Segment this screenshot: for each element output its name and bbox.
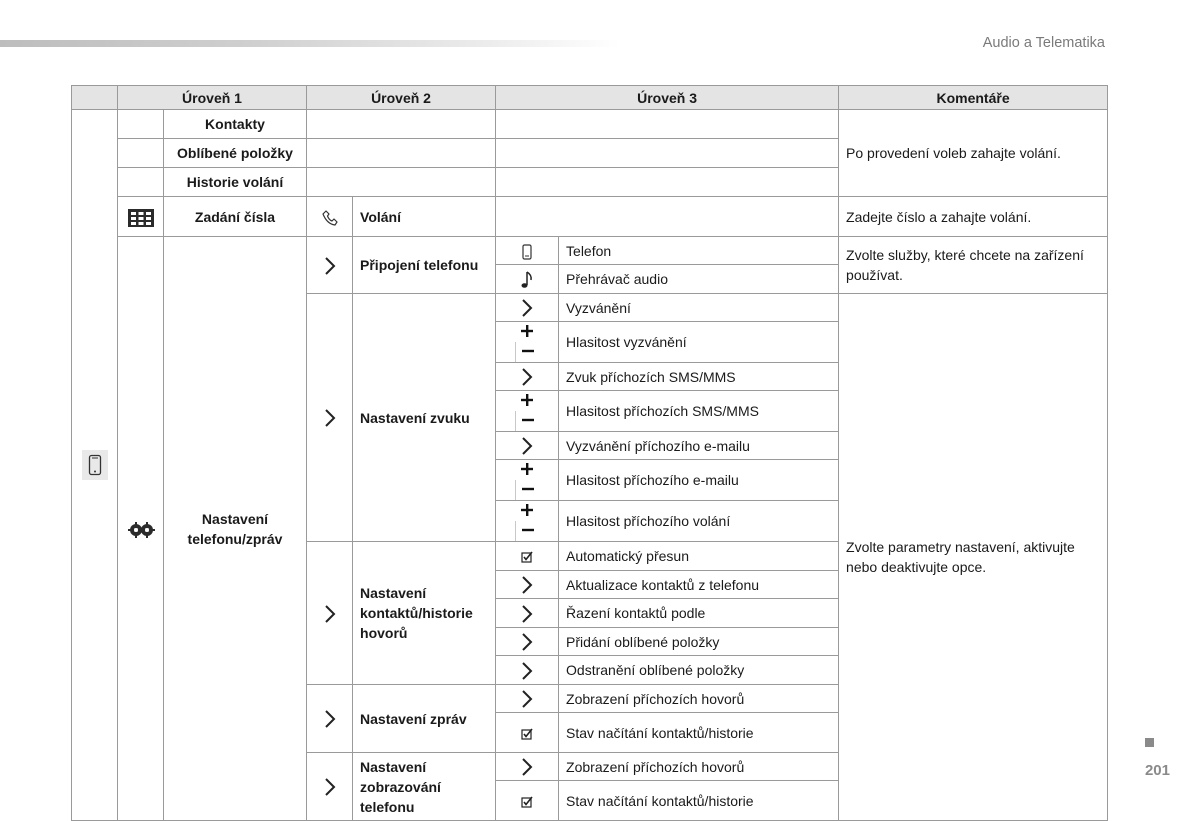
- chevron-right-icon: [521, 367, 533, 387]
- chevron-right-icon: [324, 709, 336, 729]
- empty-cell: [496, 197, 839, 237]
- checkbox-icon[interactable]: [521, 551, 533, 563]
- empty-cell: [307, 110, 496, 139]
- header-level-1: Úroveň 1: [118, 86, 307, 110]
- minus-icon[interactable]: [515, 411, 540, 431]
- chevron-cell[interactable]: [496, 628, 559, 656]
- checkbox-icon[interactable]: [521, 728, 533, 740]
- chevron-cell[interactable]: [307, 753, 353, 821]
- chevron-right-icon: [521, 604, 533, 624]
- plus-icon[interactable]: [515, 460, 539, 480]
- menu-item-pripojeni[interactable]: Připojení telefonu: [353, 237, 496, 294]
- gears-icon-cell: [118, 237, 164, 821]
- chevron-right-icon: [324, 408, 336, 428]
- handset-icon: [321, 209, 339, 227]
- mobile-icon-cell: [496, 237, 559, 265]
- menu-item-nastaveni-zobrazovani[interactable]: Nastavení zobrazování telefonu: [353, 753, 496, 821]
- menu-item-stav-nacitani-2[interactable]: Stav načítání kontaktů/historie: [559, 781, 839, 821]
- keypad-icon-cell: [118, 197, 164, 237]
- chevron-right-icon: [521, 632, 533, 652]
- menu-item-nastaveni-zvuku[interactable]: Nastavení zvuku: [353, 294, 496, 542]
- plus-minus-cell[interactable]: [496, 391, 559, 432]
- empty-cell: [307, 168, 496, 197]
- menu-item-zvuk-sms[interactable]: Zvuk příchozích SMS/MMS: [559, 363, 839, 391]
- menu-item-pridani[interactable]: Přidání oblíbené položky: [559, 628, 839, 656]
- plus-icon[interactable]: [515, 501, 539, 521]
- comment-2: Zadejte číslo a zahajte volání.: [839, 197, 1108, 237]
- menu-item-vyzvaneni-email[interactable]: Vyzvánění příchozího e-mailu: [559, 432, 839, 460]
- menu-item-razeni[interactable]: Řazení kontaktů podle: [559, 599, 839, 628]
- header-level-2: Úroveň 2: [307, 86, 496, 110]
- header-comments: Komentáře: [839, 86, 1108, 110]
- menu-item-hlasitost-vyzvaneni[interactable]: Hlasitost vyzvánění: [559, 322, 839, 363]
- empty-icon-cell: [118, 110, 164, 139]
- plus-minus-cell[interactable]: [496, 322, 559, 363]
- menu-item-volani[interactable]: Volání: [353, 197, 496, 237]
- keypad-icon: [128, 209, 154, 227]
- menu-item-stav-nacitani[interactable]: Stav načítání kontaktů/historie: [559, 713, 839, 753]
- minus-icon[interactable]: [515, 521, 540, 541]
- header-decor-bar: [0, 40, 620, 47]
- chevron-cell[interactable]: [496, 599, 559, 628]
- chevron-cell[interactable]: [307, 685, 353, 753]
- menu-item-zobrazeni-hovoru[interactable]: Zobrazení příchozích hovorů: [559, 685, 839, 713]
- menu-item-vyzvaneni[interactable]: Vyzvánění: [559, 294, 839, 322]
- mobile-phone-icon: [522, 244, 532, 260]
- menu-item-hlasitost-volani[interactable]: Hlasitost příchozího volání: [559, 501, 839, 542]
- chevron-cell[interactable]: [307, 542, 353, 685]
- minus-icon[interactable]: [515, 342, 540, 362]
- menu-item-historie[interactable]: Historie volání: [164, 168, 307, 197]
- empty-cell: [496, 139, 839, 168]
- comment-3: Zvolte služby, které chcete na zařízení používat.: [839, 237, 1108, 294]
- checkbox-icon[interactable]: [521, 796, 533, 808]
- chevron-cell[interactable]: [496, 656, 559, 685]
- page-number: 201: [1144, 762, 1170, 779]
- plus-minus-cell[interactable]: [496, 460, 559, 501]
- empty-cell: [307, 139, 496, 168]
- menu-item-nastaveni-zprav[interactable]: Nastavení zpráv: [353, 685, 496, 753]
- chevron-cell[interactable]: [496, 753, 559, 781]
- plus-icon[interactable]: [515, 322, 539, 342]
- empty-icon-cell: [118, 168, 164, 197]
- comment-1: Po provedení voleb zahajte volání.: [839, 110, 1108, 197]
- chevron-right-icon: [324, 777, 336, 797]
- menu-item-telefon[interactable]: Telefon: [559, 237, 839, 265]
- menu-item-oblibene[interactable]: Oblíbené položky: [164, 139, 307, 168]
- gears-icon: [127, 521, 155, 539]
- chevron-cell[interactable]: [496, 571, 559, 599]
- comment-4: Zvolte parametry nastavení, aktivujte nebo deaktivujte opce.: [839, 294, 1108, 821]
- chevron-cell[interactable]: [496, 294, 559, 322]
- plus-icon[interactable]: [515, 391, 539, 411]
- chevron-right-icon: [521, 298, 533, 318]
- phone-menu-cell: [72, 110, 118, 821]
- plus-minus-cell[interactable]: [496, 501, 559, 542]
- chevron-cell[interactable]: [307, 294, 353, 542]
- chevron-right-icon: [521, 661, 533, 681]
- menu-item-hlasitost-email[interactable]: Hlasitost příchozího e-mailu: [559, 460, 839, 501]
- chevron-cell[interactable]: [496, 432, 559, 460]
- checkbox-cell[interactable]: [496, 542, 559, 571]
- chevron-right-icon: [521, 757, 533, 777]
- header-blank: [72, 86, 118, 110]
- empty-cell: [496, 168, 839, 197]
- chevron-right-icon: [521, 575, 533, 595]
- chevron-right-icon: [324, 604, 336, 624]
- chevron-right-icon: [324, 256, 336, 276]
- checkbox-cell[interactable]: [496, 781, 559, 821]
- menu-item-automaticky-presun[interactable]: Automatický přesun: [559, 542, 839, 571]
- chevron-cell[interactable]: [307, 237, 353, 294]
- handset-icon-cell: [307, 197, 353, 237]
- minus-icon[interactable]: [515, 480, 540, 500]
- chevron-right-icon: [521, 689, 533, 709]
- menu-item-hlasitost-sms[interactable]: Hlasitost příchozích SMS/MMS: [559, 391, 839, 432]
- note-icon-cell: [496, 265, 559, 294]
- menu-item-kontakty[interactable]: Kontakty: [164, 110, 307, 139]
- menu-item-odstraneni[interactable]: Odstranění oblíbené položky: [559, 656, 839, 685]
- chevron-cell[interactable]: [496, 363, 559, 391]
- menu-item-zobrazeni-hovoru-2[interactable]: Zobrazení příchozích hovorů: [559, 753, 839, 781]
- section-title: Audio a Telematika: [982, 35, 1105, 51]
- phone-icon: [82, 450, 108, 480]
- page-marker: [1145, 738, 1154, 747]
- checkbox-cell[interactable]: [496, 713, 559, 753]
- menu-table: [71, 85, 1108, 821]
- menu-item-aktualizace[interactable]: Aktualizace kontaktů z telefonu: [559, 571, 839, 599]
- menu-item-prehravac[interactable]: Přehrávač audio: [559, 265, 839, 294]
- header-level-3: Úroveň 3: [496, 86, 839, 110]
- empty-icon-cell: [118, 139, 164, 168]
- empty-cell: [496, 110, 839, 139]
- menu-item-zadani-cisla[interactable]: Zadání čísla: [164, 197, 307, 237]
- menu-item-nastaveni-telefonu[interactable]: Nastavení telefonu/zpráv: [164, 237, 307, 821]
- chevron-cell[interactable]: [496, 685, 559, 713]
- menu-item-kontakty-historie[interactable]: Nastavení kontaktů/historie hovorů: [353, 542, 496, 685]
- music-note-icon: [520, 270, 534, 290]
- chevron-right-icon: [521, 436, 533, 456]
